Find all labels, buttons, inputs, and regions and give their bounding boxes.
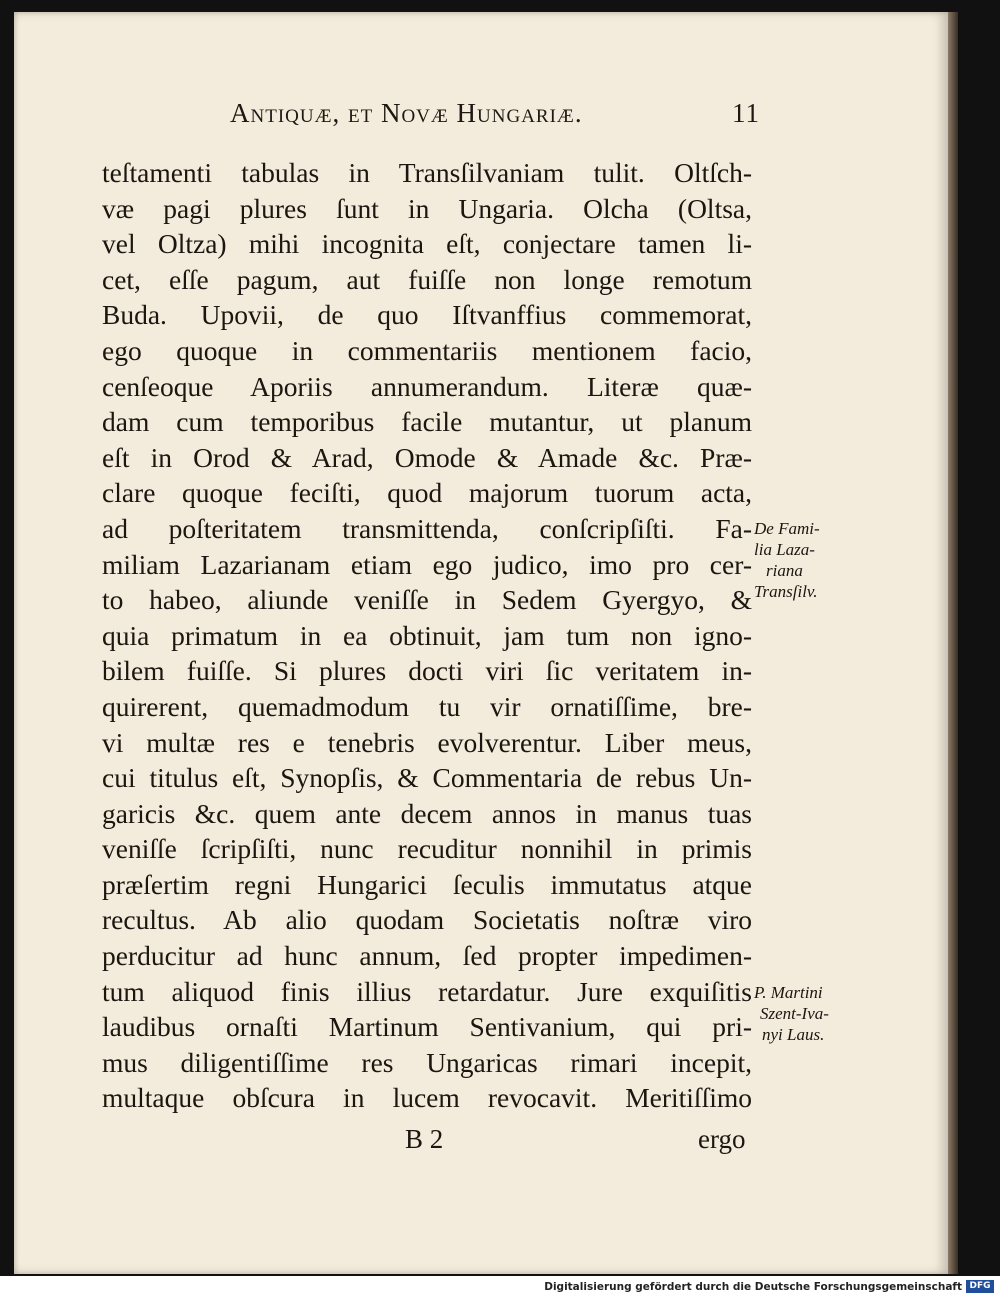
text-line: eſt in Orod & Arad, Omode & Amade &c. Præ- xyxy=(102,441,752,473)
text-line: veniſſe ſcripſiſti, nunc recuditur nonnihil in primis xyxy=(102,833,752,865)
text-line: cui titulus eſt, Synopſis, & Commentaria de rebus Un- xyxy=(102,762,752,794)
catchword: ergo xyxy=(698,1124,746,1154)
text-line: garicis &c. quem ante decem annos in manus tuas xyxy=(102,797,752,829)
text-line: mus diligentiſſime res Ungaricas rimari incepit, xyxy=(102,1046,752,1078)
running-head xyxy=(230,98,760,138)
text-line: bilem fuiſſe. Si plures docti viri ſic veritatem in- xyxy=(102,655,752,687)
margin-note-line: riana xyxy=(766,561,803,580)
body-text xyxy=(102,155,752,1116)
text-line: to habeo, aliunde veniſſe in Sedem Gyergyo, & xyxy=(102,584,752,616)
text-line: clare quoque feciſti, quod majorum tuorum acta, xyxy=(102,477,752,509)
text-line: Buda. Upovii, de quo Iſtvanffius commemorat, xyxy=(102,299,752,331)
margin-note-line: Transſilv. xyxy=(754,582,818,601)
text-line: cenſeoque Aporiis annumerandum. Literæ quæ- xyxy=(102,370,752,402)
text-line: quirerent, quemadmodum tu vir ornatiſſime, bre- xyxy=(102,690,752,722)
running-head-title: Antiquæ, et Novæ Hungariæ. xyxy=(230,98,583,128)
text-line: quia primatum in ea obtinuit, jam tum non igno- xyxy=(102,619,752,651)
digitization-credit: Digitalisierung gefördert durch die Deutsche Forschungsgemeinschaft xyxy=(544,1281,962,1293)
text-line: tum aliquod finis illius retardatur. Jure exquiſitis xyxy=(102,975,752,1007)
text-line: miliam Lazarianam etiam ego judico, imo pro cer- xyxy=(102,548,752,580)
signature-mark: B 2 xyxy=(405,1124,444,1154)
text-line: dam cum temporibus facile mutantur, ut planum xyxy=(102,406,752,438)
margin-note-martini-szentivanyi xyxy=(754,982,854,1045)
margin-note-familia-lazariana xyxy=(754,518,854,602)
book-spine xyxy=(948,12,958,1274)
text-line: perducitur ad hunc annum, ſed propter impedimen- xyxy=(102,940,752,972)
text-line: vel Oltza) mihi incognita eſt, conjectare tamen li- xyxy=(102,228,752,260)
text-line: laudibus ornaſti Martinum Sentivanium, qui pri- xyxy=(102,1011,752,1043)
dfg-logo: DFG xyxy=(966,1280,994,1293)
text-line: væ pagi plures ſunt in Ungaria. Olcha (Oltsa, xyxy=(102,192,752,224)
text-line: recultus. Ab alio quodam Societatis noſtræ viro xyxy=(102,904,752,936)
margin-note-line: Szent-Iva- xyxy=(760,1004,829,1023)
margin-note-line: De Fami- xyxy=(754,519,820,538)
margin-note-line: P. Martini xyxy=(754,983,823,1002)
text-line: ego quoque in commentariis mentionem facio, xyxy=(102,334,752,366)
text-line: vi multæ res e tenebris evolverentur. Liber meus, xyxy=(102,726,752,758)
margin-note-line: nyi Laus. xyxy=(762,1025,825,1044)
text-line: præſertim regni Hungarici ſeculis immutatus atque xyxy=(102,868,752,900)
page-number: 11 xyxy=(732,98,760,128)
text-line: multaque obſcura in lucem revocavit. Meritiſſimo xyxy=(102,1082,752,1114)
text-line: cet, eſſe pagum, aut fuiſſe non longe remotum xyxy=(102,263,752,295)
margin-note-line: lia Laza- xyxy=(754,540,815,559)
text-line: ad poſteritatem transmittenda, conſcripſiſti. Fa- xyxy=(102,512,752,544)
text-line: teſtamenti tabulas in Transſilvaniam tulit. Oltſch- xyxy=(102,157,752,188)
